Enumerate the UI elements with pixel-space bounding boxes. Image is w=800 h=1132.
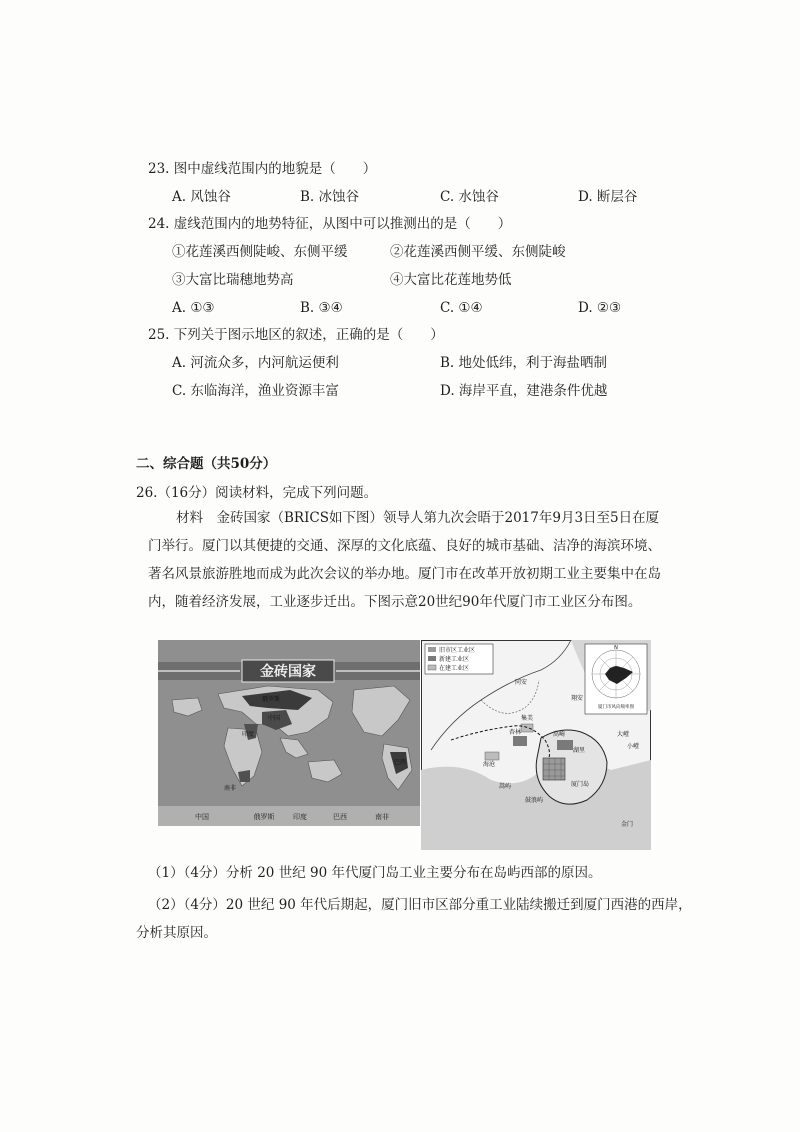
old-industrial-zone: [543, 758, 565, 780]
label-tongan: 同安: [515, 679, 528, 686]
q23-stem: 23. 图中虚线范围内的地貌是（ ）: [148, 161, 377, 177]
q24-option-b: B. ③④: [300, 300, 343, 316]
q23-option-d: D. 断层谷: [578, 189, 638, 205]
compass-north: N: [614, 645, 618, 651]
q26-material: [148, 504, 668, 616]
wind-rose: [585, 644, 647, 714]
legend-new-zone: 新建工业区: [439, 656, 470, 663]
map-label-south-africa: 南非: [224, 785, 237, 792]
label-xiaodeng: 小嶝: [627, 743, 640, 750]
q25-option-a: A. 河流众多，内河航运便利: [172, 355, 339, 371]
legend-old-zone: 旧市区工业区: [439, 647, 476, 654]
q26-stem: 26.（16分）阅读材料，完成下列问题。: [136, 485, 378, 501]
label-jimei: 集美: [521, 715, 534, 722]
xiamen-map: [421, 640, 651, 850]
legend-building-zone: 在建工业区: [439, 665, 470, 672]
q24-statement-2: ②花莲溪西侧平缓、东侧陡峻: [390, 244, 566, 260]
brics-country-brazil: 巴西: [333, 813, 347, 821]
map-label-russia: 俄罗斯: [262, 696, 281, 703]
q24-option-c: C. ①④: [440, 300, 483, 316]
q25-option-d: D. 海岸平直，建港条件优越: [440, 383, 608, 399]
q24-stem: 24. 虚线范围内的地势特征，从图中可以推测出的是（ ）: [148, 216, 512, 232]
label-songyu: 嵩屿: [499, 783, 512, 790]
brics-country-india: 印度: [293, 813, 307, 821]
xiamen-map-figure: [421, 640, 651, 850]
brics-country-china: 中国: [195, 813, 209, 821]
label-haicang: 海沧: [483, 761, 496, 768]
brics-map: [158, 640, 420, 826]
q24-option-d: D. ②③: [578, 300, 622, 316]
q23-option-c: C. 水蚀谷: [440, 189, 499, 205]
section-title: 二、综合题（共50分）: [136, 456, 277, 472]
label-huli: 湖里: [573, 747, 586, 754]
label-dadeng: 大嶝: [617, 731, 630, 738]
legend: [425, 644, 493, 674]
brics-map-figure: [158, 640, 420, 826]
q23-option-a: A. 风蚀谷: [172, 189, 231, 205]
new-industrial-zone-huli: [557, 740, 573, 750]
q24-option-a: A. ①③: [172, 300, 215, 316]
brics-country-russia: 俄罗斯: [253, 813, 275, 821]
q25-option-c: C. 东临海洋，渔业资源丰富: [172, 383, 339, 399]
q26-sub1: （1）（4分）分析 20 世纪 90 年代厦门岛工业主要分布在岛屿西部的原因。: [148, 865, 602, 881]
q26-sub2-line2: 分析其原因。: [136, 925, 217, 941]
brics-title: 金砖国家: [260, 664, 316, 680]
q25-option-b: B. 地处低纬，利于海盐晒制: [440, 355, 608, 371]
label-gulangyu: 鼓浪屿: [525, 797, 544, 804]
map-label-china: 中国: [268, 715, 281, 722]
map-label-brazil: 巴西: [394, 759, 407, 766]
q23-option-b: B. 冰蚀谷: [300, 189, 360, 205]
building-industrial-zone-haicang: [485, 752, 499, 760]
wind-rose-caption: 厦门市风向频率图: [598, 705, 634, 710]
building-industrial-zone-jimei: [521, 724, 533, 732]
q24-statement-1: ①花莲溪西侧陡峻、东侧平缓: [172, 244, 348, 260]
q25-stem: 25. 下列关于图示地区的叙述，正确的是（ ）: [148, 327, 444, 343]
label-xiangan: 翔安: [571, 695, 584, 702]
q26-material-text: 材料 金砖国家（BRICS如下图）领导人第九次会晤于2017年9月3日至5日在厦门举行。厦门以其便捷的交通、深厚的文化底蕴、良好的城市基础、洁净的海滨环境、著名风景旅游胜地而成为此次会议的举办地。厦门市在改革开放初期工业主要集中在岛内，随着经济发展，工业逐步迁出。下图示意20世纪90年代厦门市工业区分布图。: [148, 510, 661, 610]
label-jinmen: 金门: [621, 821, 634, 828]
map-label-india: 印度: [242, 731, 255, 738]
label-xiamen-island: 厦门岛: [571, 781, 590, 788]
label-xinglin: 杏林: [509, 729, 522, 736]
south-africa-shape: [238, 770, 250, 782]
q26-sub2-line1: （2）（4分）20 世纪 90 年代后期起，厦门旧市区部分重工业陆续搬迁到厦门西港的西岸，: [148, 897, 692, 913]
new-industrial-zone-xinglin: [513, 736, 527, 746]
q24-statement-4: ④大富比花莲地势低: [390, 272, 512, 288]
label-gaoqi: 高崎: [553, 731, 566, 738]
brics-country-south-africa: 南非: [375, 813, 389, 821]
q24-statement-3: ③大富比瑞穗地势高: [172, 272, 294, 288]
